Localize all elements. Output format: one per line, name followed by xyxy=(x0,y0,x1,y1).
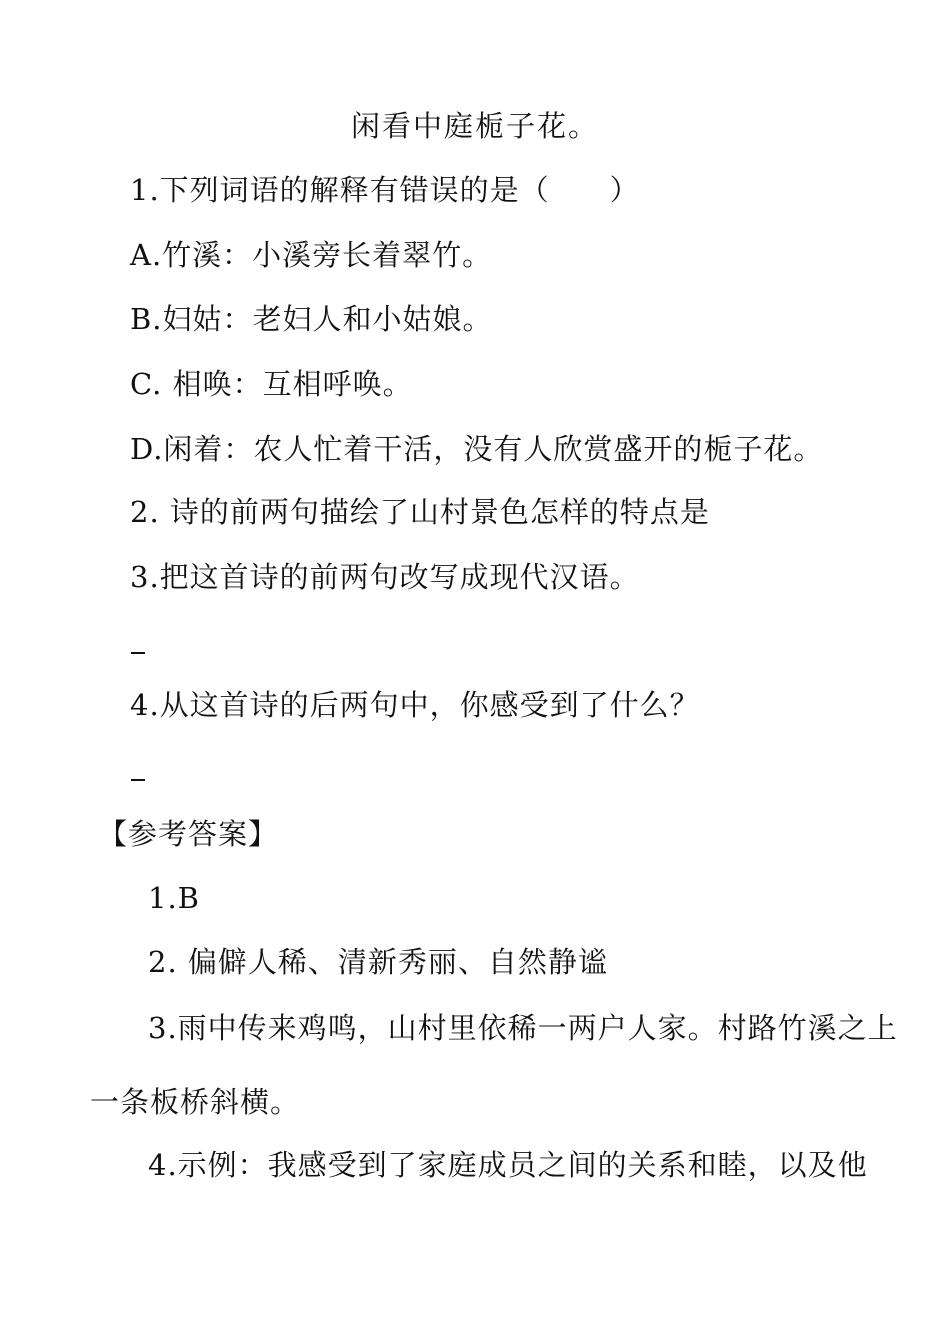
answer-2: 2. 偏僻人稀、清新秀丽、自然静谧 xyxy=(148,945,608,979)
answer-1: 1.B xyxy=(148,881,200,915)
answer-key-heading: 【参考答案】 xyxy=(98,817,279,851)
question-4: 4.从这首诗的后两句中，你感受到了什么？ xyxy=(130,688,700,722)
poem-line: 闲看中庭栀子花。 xyxy=(350,109,599,143)
question-3: 3.把这首诗的前两句改写成现代汉语。 xyxy=(130,560,640,594)
question-3-answer-blank xyxy=(131,652,145,654)
answer-4: 4.示例：我感受到了家庭成员之间的关系和睦，以及他 xyxy=(148,1148,868,1182)
question-1-option-a: A.竹溪：小溪旁长着翠竹。 xyxy=(130,238,493,272)
question-1-option-d: D.闲着：农人忙着干活，没有人欣赏盛开的栀子花。 xyxy=(130,432,824,466)
answer-3-continued: 一条板桥斜横。 xyxy=(90,1085,301,1119)
question-1-stem: 1.下列词语的解释有错误的是（ ） xyxy=(130,173,640,207)
question-4-answer-blank xyxy=(131,779,145,781)
answer-3: 3.雨中传来鸡鸣，山村里依稀一两户人家。村路竹溪之上 xyxy=(148,1011,898,1045)
question-1-option-c: C. 相唤：互相呼唤。 xyxy=(130,367,413,401)
question-2: 2. 诗的前两句描绘了山村景色怎样的特点是 xyxy=(130,495,710,529)
question-1-option-b: B.妇姑：老妇人和小姑娘。 xyxy=(130,302,493,336)
